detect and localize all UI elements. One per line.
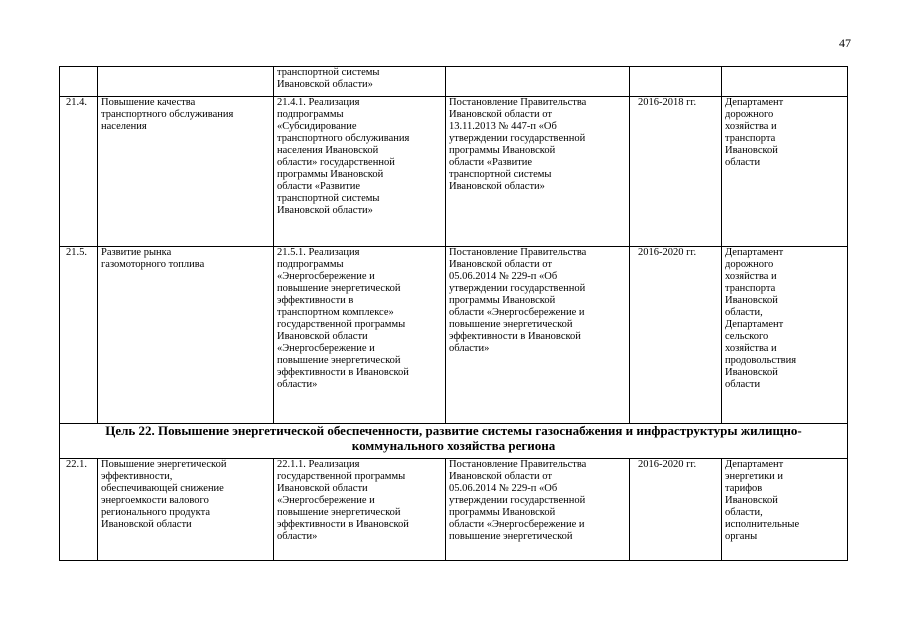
row-number: 22.1. <box>60 459 98 561</box>
period-cell: 2016-2018 гг. <box>630 97 722 247</box>
period-cell: 2016-2020 гг. <box>630 459 722 561</box>
goal-heading: Цель 22. Повышение энергетической обеспеченности, развитие системы газоснабжения и инфраструктуры жилищно-коммунального хозяйства региона <box>60 424 848 459</box>
executor-cell: Департамент дорожного хозяйства и транспорта Ивановской области <box>722 97 848 247</box>
goal-row <box>60 424 848 459</box>
measures-table <box>59 66 848 561</box>
row-number: 21.5. <box>60 247 98 424</box>
document-cell: Постановление Правительства Ивановской области от 05.06.2014 № 229-п «Об утверждении государственной программы Ивановской области «Энергосбережение и повышение энергетической <box>446 459 630 561</box>
task-name: Развитие рынка газомоторного топлива <box>98 247 274 424</box>
task-name: Повышение качества транспортного обслуживания населения <box>98 97 274 247</box>
document-cell <box>446 67 630 97</box>
task-name <box>98 67 274 97</box>
measure-cell: транспортной системы Ивановской области» <box>274 67 446 97</box>
measure-cell: 21.4.1. Реализация подпрограммы «Субсидирование транспортного обслуживания населения Ивановской области» государственной программы Ивановской области «Развитие транспортной системы Ивановской области» <box>274 97 446 247</box>
measure-cell: 22.1.1. Реализация государственной программы Ивановской области «Энергосбережение и повышение энергетической эффективности в Ивановской области» <box>274 459 446 561</box>
table-row <box>60 459 848 561</box>
document-cell: Постановление Правительства Ивановской области от 05.06.2014 № 229-п «Об утверждении государственной программы Ивановской области «Энергосбережение и повышение энергетической эффективности в Ивановской области» <box>446 247 630 424</box>
table-row <box>60 67 848 97</box>
period-cell <box>630 67 722 97</box>
table-row <box>60 97 848 247</box>
executor-cell <box>722 67 848 97</box>
measure-cell: 21.5.1. Реализация подпрограммы «Энергосбережение и повышение энергетической эффективности в транспортном комплексе» государственной программы Ивановской области «Энергосбережение и повышение энергетической эффективности в Ивановской области» <box>274 247 446 424</box>
document-cell: Постановление Правительства Ивановской области от 13.11.2013 № 447-п «Об утверждении государственной программы Ивановской области «Развитие транспортной системы Ивановской области» <box>446 97 630 247</box>
period-cell: 2016-2020 гг. <box>630 247 722 424</box>
table-row <box>60 247 848 424</box>
executor-cell: Департамент энергетики и тарифов Ивановской области, исполнительные органы <box>722 459 848 561</box>
row-number <box>60 67 98 97</box>
task-name: Повышение энергетической эффективности, обеспечивающей снижение энергоемкости валового регионального продукта Ивановской области <box>98 459 274 561</box>
executor-cell: Департамент дорожного хозяйства и транспорта Ивановской области, Департамент сельского хозяйства и продовольствия Ивановской области <box>722 247 848 424</box>
row-number: 21.4. <box>60 97 98 247</box>
page-number: 47 <box>839 36 851 50</box>
